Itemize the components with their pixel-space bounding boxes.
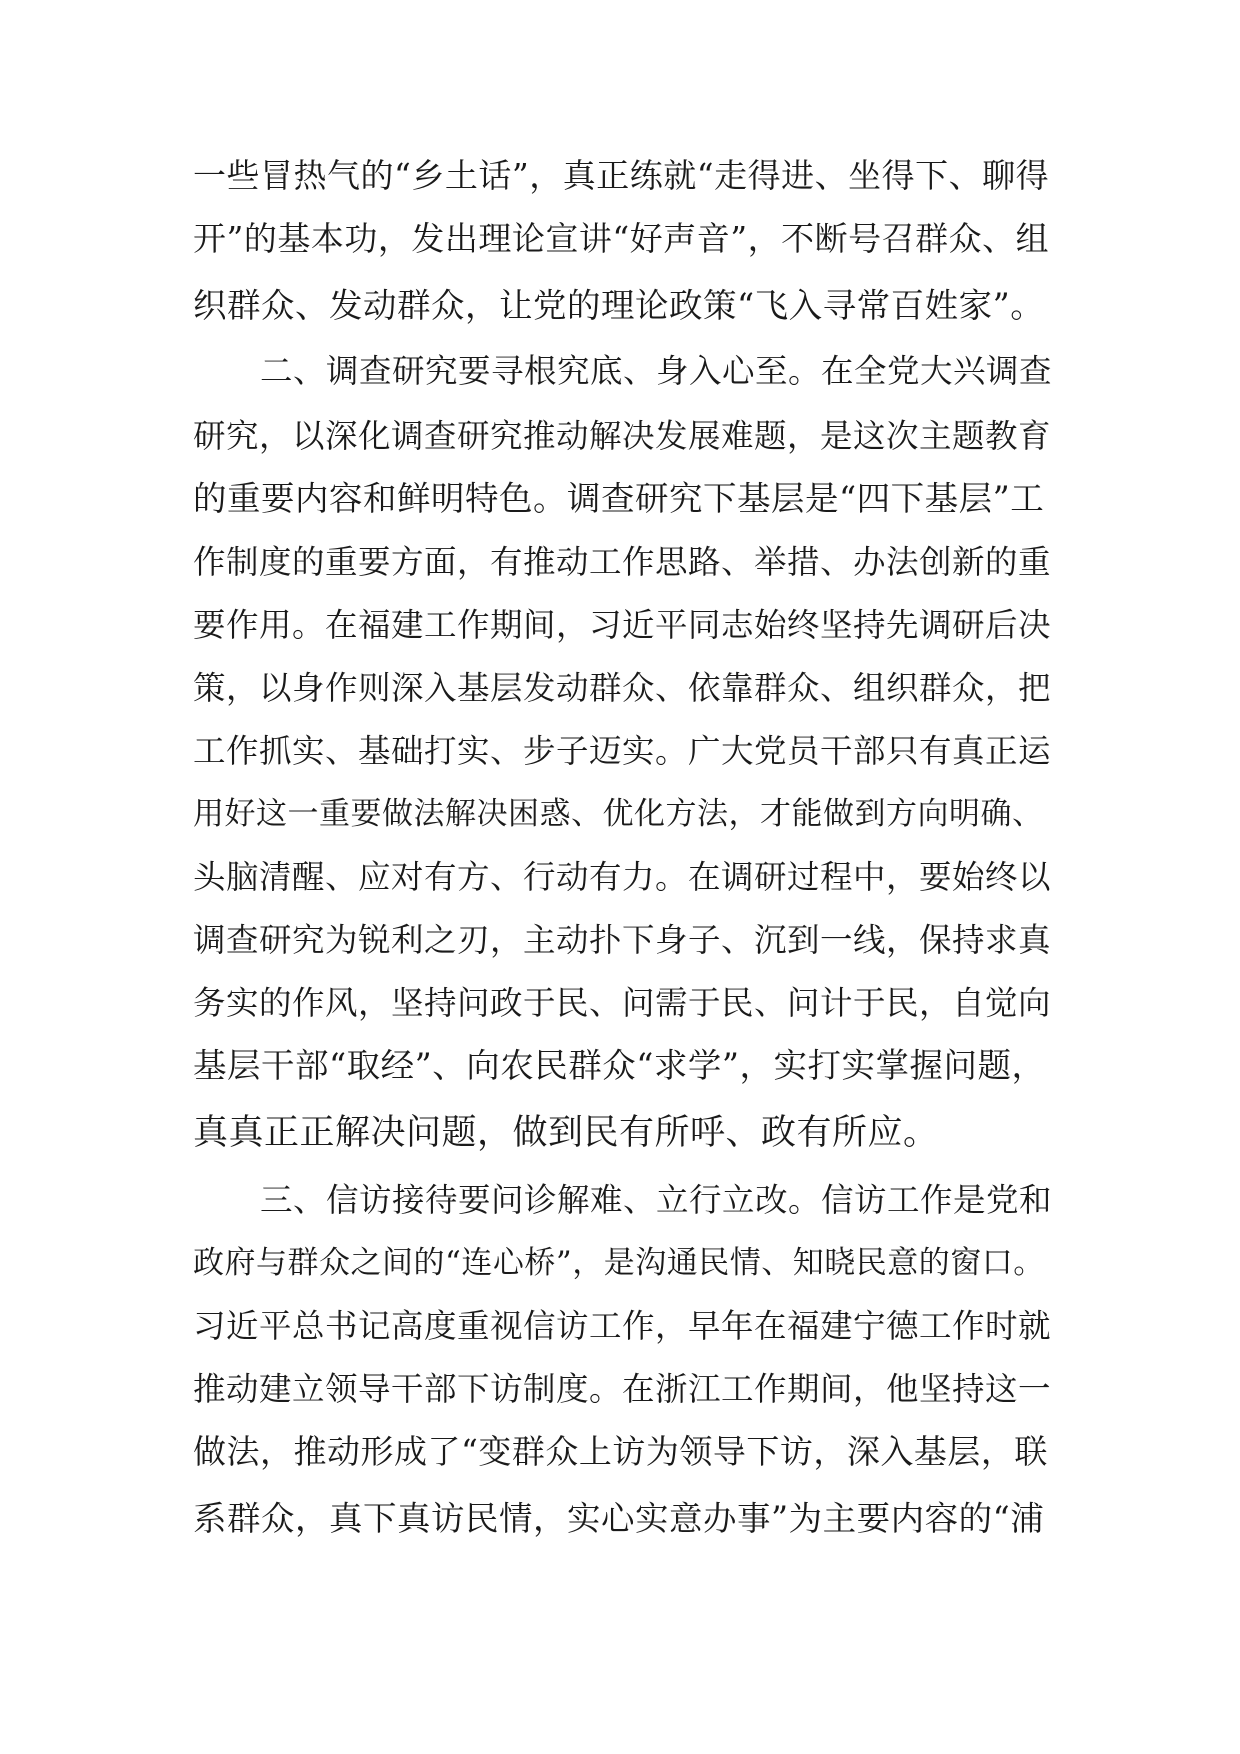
text-line: 一些冒热气的“乡土话”，真正练就“走得进、坐得下、聊得 <box>193 156 1050 195</box>
text-line: 推动建立领导干部下访制度。在浙江工作期间，他坚持这一 <box>193 1370 1052 1408</box>
text-line: 真真正正解决问题，做到民有所呼、政有所应。 <box>193 1113 939 1153</box>
text-line: 研究，以深化调查研究推动解决发展难题，是这次主题教育 <box>193 417 1052 455</box>
text-line: 习近平总书记高度重视信访工作，早年在福建宁德工作时就 <box>193 1307 1052 1345</box>
paragraph-heading-line: 二、调查研究要寻根究底、身入心至。在全党大兴调查 <box>260 352 1053 390</box>
text-line: 头脑清醒、应对有方、行动有力。在调研过程中，要始终以 <box>193 858 1052 896</box>
text-line: 的重要内容和鲜明特色。调查研究下基层是“四下基层”工 <box>193 479 1045 518</box>
text-line: 要作用。在福建工作期间，习近平同志始终坚持先调研后决 <box>193 606 1052 644</box>
text-line: 策，以身作则深入基层发动群众、依靠群众、组织群众，把 <box>193 669 1052 707</box>
text-line: 织群众、发动群众，让党的理论政策“飞入寻常百姓家”。 <box>193 286 1045 325</box>
text-line: 作制度的重要方面，有推动工作思路、举措、办法创新的重 <box>193 543 1052 581</box>
text-line: 开”的基本功，发出理论宣讲“好声音”，不断号召群众、组 <box>193 219 1050 258</box>
paragraph-heading-line: 三、信访接待要问诊解难、立行立改。信访工作是党和 <box>260 1181 1053 1219</box>
text-line: 工作抓实、基础打实、步子迈实。广大党员干部只有真正运 <box>193 732 1052 770</box>
text-line: 用好这一重要做法解决困惑、优化方法，才能做到方向明确、 <box>193 796 1044 832</box>
text-line: 调查研究为锐利之刃，主动扑下身子、沉到一线，保持求真 <box>193 921 1052 959</box>
text-line: 务实的作风，坚持问政于民、问需于民、问计于民，自觉向 <box>193 984 1052 1022</box>
text-line: 基层干部“取经”、向农民群众“求学”，实打实掌握问题， <box>193 1046 1046 1085</box>
text-line: 政府与群众之间的“连心桥”，是沟通民情、知晓民意的窗口。 <box>193 1245 1045 1281</box>
text-line: 系群众，真下真访民情，实心实意办事”为主要内容的“浦 <box>193 1499 1045 1538</box>
text-line: 做法，推动形成了“变群众上访为领导下访，深入基层，联 <box>193 1432 1048 1471</box>
